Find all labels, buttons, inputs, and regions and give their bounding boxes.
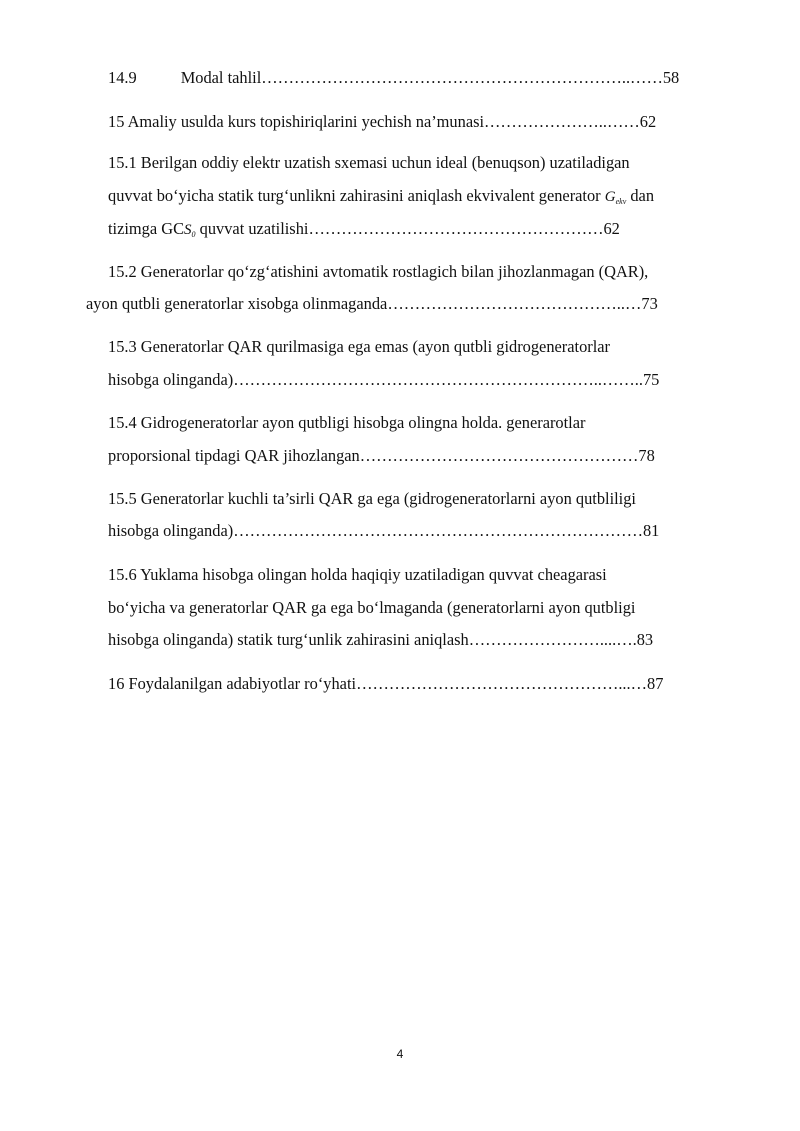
toc-entry-15-1-line-2[interactable] — [108, 186, 654, 212]
toc-entry-15-6-line-3[interactable] — [108, 630, 653, 650]
toc-text: ayon qutbli generatorlar xisobga olinmaganda — [86, 294, 388, 313]
toc-leader: …………………………………………………………………81 — [233, 521, 660, 540]
toc-leader: …………………………………………………………..……58 — [261, 68, 680, 87]
toc-text: 15.5 Generatorlar kuchli ta’sirli QAR ga ega (gidrogeneratorlarni ayon qutbliligi — [108, 489, 636, 508]
toc-entry-15-5-line-1[interactable] — [108, 489, 636, 509]
toc-leader: …………………..……62 — [484, 112, 657, 131]
s0-symbol: $S_0$ — [184, 222, 196, 239]
gekv-symbol: $G_{ekv}$ — [604, 189, 627, 206]
toc-text: 15.4 Gidrogeneratorlar ayon qutbligi hisobga olingna holda. generarotlar — [108, 413, 586, 432]
toc-entry-15-1-line-3[interactable] — [108, 219, 620, 245]
toc-text: quvvat bo‘yicha statik turg‘unlikni zahirasini aniqlash ekvivalent generator — [108, 186, 601, 205]
toc-text: quvvat uzatilishi — [199, 219, 309, 238]
toc-text: dan — [630, 186, 655, 205]
page-number: 4 — [396, 1047, 404, 1061]
toc-number: 14.9 — [108, 68, 137, 87]
toc-leader: ………………………………………………62 — [308, 219, 620, 238]
toc-title: Modal tahlil — [180, 68, 262, 87]
toc-leader: ……………………………………………78 — [359, 446, 655, 465]
toc-entry-15-3-line-2[interactable] — [108, 370, 659, 390]
toc-entry-15-6-line-1[interactable] — [108, 565, 607, 585]
toc-entry-15-1-line-1[interactable] — [108, 153, 630, 173]
toc-leader: …………………………………………………………..……..75 — [233, 370, 660, 389]
toc-leader: ……………………………………..…73 — [387, 294, 658, 313]
toc-leader: …………………………………………...…87 — [356, 674, 664, 693]
toc-entry-15-2-line-2[interactable] — [86, 294, 658, 314]
toc-text: bo‘yicha va generatorlar QAR ga ega bo‘lmaganda (generatorlarni ayon qutbligi — [108, 598, 636, 617]
toc-entry-15-6-line-2[interactable] — [108, 598, 635, 618]
toc-entry-15-4-line-2[interactable] — [108, 446, 655, 466]
toc-text: hisobga olinganda) — [108, 521, 234, 540]
toc-entry-15[interactable] — [108, 112, 656, 132]
toc-text: hisobga olinganda) — [108, 370, 234, 389]
toc-entry-15-3-line-1[interactable] — [108, 337, 610, 357]
toc-title: 15 Amaliy usulda kurs topishiriqlarini yechish na’munasi — [108, 112, 485, 131]
toc-entry-15-5-line-2[interactable] — [108, 521, 659, 541]
toc-text: 15.1 Berilgan oddiy elektr uzatish sxemasi uchun ideal (benuqson) uzatiladigan — [108, 153, 630, 172]
toc-title: 16 Foydalanilgan adabiyotlar ro‘yhati — [108, 674, 357, 693]
toc-text: hisobga olinganda) statik turg‘unlik zahirasini aniqlash — [108, 630, 469, 649]
toc-text: 15.6 Yuklama hisobga olingan holda haqiqiy uzatiladigan quvvat cheagarasi — [108, 565, 607, 584]
toc-entry-15-2-line-1[interactable] — [108, 262, 648, 282]
toc-entry-15-4-line-1[interactable] — [108, 413, 585, 433]
toc-entry-14-9[interactable] — [108, 68, 679, 88]
toc-leader: ……………………....….83 — [468, 630, 654, 649]
toc-entry-16[interactable] — [108, 674, 663, 694]
toc-text: 15.2 Generatorlar qo‘zg‘atishini avtomatik rostlagich bilan jihozlanmagan (QAR), — [108, 262, 649, 281]
toc-text: proporsional tipdagi QAR jihozlangan — [108, 446, 360, 465]
toc-text: 15.3 Generatorlar QAR qurilmasiga ega emas (ayon qutbli gidrogeneratorlar — [108, 337, 611, 356]
toc-text: tizimga GC — [108, 219, 185, 238]
